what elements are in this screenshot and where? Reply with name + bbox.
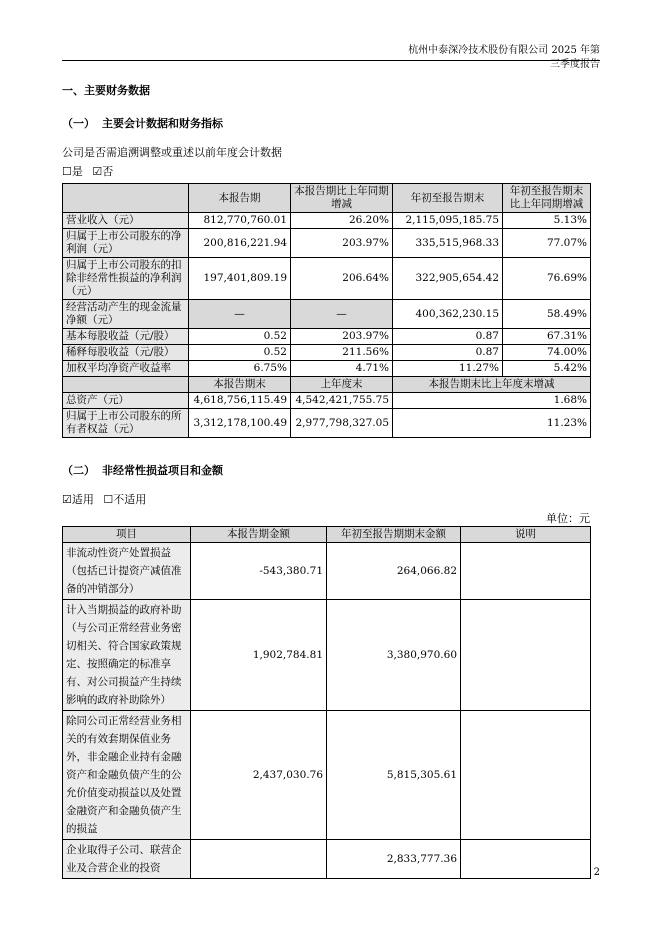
cell: 0.87: [393, 345, 503, 361]
cell: [461, 600, 591, 711]
row-label: 总资产（元）: [63, 393, 189, 409]
row-label: 非流动性资产处置损益（包括已计提资产减值准备的冲销部分）: [63, 543, 191, 600]
header-cell: [63, 377, 189, 393]
cell: 2,437,030.76: [191, 711, 327, 840]
cell: 67.31%: [503, 329, 591, 345]
cell: 2,977,798,327.05: [291, 409, 393, 438]
row-label: 基本每股收益（元/股）: [63, 329, 189, 345]
header-cell: 年初至报告期期末金额: [327, 527, 461, 543]
applicable-options: [62, 493, 146, 507]
table-header-row: [63, 527, 591, 543]
subsection-number: （二）: [62, 464, 95, 477]
cell: —: [291, 300, 393, 329]
header-cell: 上年度末: [291, 377, 393, 393]
section-title: 一、主要财务数据: [62, 84, 150, 97]
row-label: 稀释每股收益（元/股）: [63, 345, 189, 361]
cell: 5.13%: [503, 213, 591, 229]
cell: 5,815,305.61: [327, 711, 461, 840]
table-row: [63, 213, 591, 229]
no-checkbox[interactable]: ☑否: [92, 165, 114, 178]
page-number: 2: [593, 867, 600, 878]
cell: 197,401,809.19: [189, 258, 291, 300]
row-label: 计入当期损益的政府补助（与公司正常经营业务密切相关、符合国家政策规定、按照确定的标准享有、对公司损益产生持续影响的政府补助除外）: [63, 600, 191, 711]
table-row: [63, 600, 591, 711]
row-label: 经营活动产生的现金流量净额（元）: [63, 300, 189, 329]
header-rule: [62, 60, 600, 61]
cell: [461, 543, 591, 600]
row-label: 营业收入（元）: [63, 213, 189, 229]
subsection-title-2: [62, 464, 223, 478]
cell: 0.52: [189, 329, 291, 345]
financial-data-table: [62, 183, 591, 438]
subsection-label: 非经常性损益项目和金额: [102, 464, 223, 477]
header-cell: 项目: [63, 527, 191, 543]
table-row: [63, 840, 591, 879]
row-label: 除同公司正常经营业务相关的有效套期保值业务外，非金融企业持有金融资产和金融负债产生的公允价值变动损益以及处置金融资产和金融负债产生的损益: [63, 711, 191, 840]
table-header-row-2: [63, 377, 591, 393]
table-row: [63, 409, 591, 438]
cell: 211.56%: [291, 345, 393, 361]
cell: 2,115,095,185.75: [393, 213, 503, 229]
table-row: [63, 229, 591, 258]
cell: 400,362,230.15: [393, 300, 503, 329]
cell: 26.20%: [291, 213, 393, 229]
table-row: [63, 393, 591, 409]
header-cell: 本报告期末比上年度末增减: [393, 377, 591, 393]
cell: 1,902,784.81: [191, 600, 327, 711]
cell: 206.64%: [291, 258, 393, 300]
cell: 74.00%: [503, 345, 591, 361]
cell: [461, 840, 591, 879]
table-row: [63, 543, 591, 600]
cell: -543,380.71: [191, 543, 327, 600]
cell: 203.97%: [291, 329, 393, 345]
table-row: [63, 361, 591, 377]
cell: 322,905,654.42: [393, 258, 503, 300]
cell: 0.52: [189, 345, 291, 361]
cell: 200,816,221.94: [189, 229, 291, 258]
not-applicable-checkbox[interactable]: ☐不适用: [103, 493, 147, 506]
header-cell: 说明: [461, 527, 591, 543]
header-cell: 年初至报告期末: [393, 184, 503, 213]
header-cell: 本报告期金额: [191, 527, 327, 543]
header-cell: [63, 184, 189, 213]
row-label: 企业取得子公司、联营企业及合营企业的投资: [63, 840, 191, 879]
cell: 1.68%: [393, 393, 591, 409]
cell: 11.23%: [393, 409, 591, 438]
page-header: 杭州中泰深冷技术股份有限公司 2025 年第三季度报告: [408, 45, 600, 70]
cell: —: [189, 300, 291, 329]
header-cell: 本报告期: [189, 184, 291, 213]
applicable-checkbox[interactable]: ☑适用: [62, 493, 94, 506]
non-recurring-items-table: [62, 526, 591, 879]
cell: [461, 711, 591, 840]
cell: 0.87: [393, 329, 503, 345]
restatement-options: [62, 165, 113, 179]
table-row: [63, 345, 591, 361]
table-row: [63, 711, 591, 840]
header-cell: 本报告期比上年同期增减: [291, 184, 393, 213]
unit-label: 单位：元: [546, 512, 590, 525]
cell: 6.75%: [189, 361, 291, 377]
row-label: 归属于上市公司股东的所有者权益（元）: [63, 409, 189, 438]
header-cell: 年初至报告期末比上年同期增减: [503, 184, 591, 213]
cell: 335,515,968.33: [393, 229, 503, 258]
table-row: [63, 258, 591, 300]
cell: 264,066.82: [327, 543, 461, 600]
cell: 4.71%: [291, 361, 393, 377]
cell: 58.49%: [503, 300, 591, 329]
table-row: [63, 300, 591, 329]
cell: 76.69%: [503, 258, 591, 300]
cell: 812,770,760.01: [189, 213, 291, 229]
cell: 5.42%: [503, 361, 591, 377]
cell: 3,312,178,100.49: [189, 409, 291, 438]
row-label: 加权平均净资产收益率: [63, 361, 189, 377]
cell: 203.97%: [291, 229, 393, 258]
cell: 11.27%: [393, 361, 503, 377]
row-label: 归属于上市公司股东的净利润（元）: [63, 229, 189, 258]
table-header-row: [63, 184, 591, 213]
cell: 2,833,777.36: [327, 840, 461, 879]
subsection-number: （一）: [62, 117, 95, 130]
subsection-label: 主要会计数据和财务指标: [102, 117, 223, 130]
header-cell: 本报告期末: [189, 377, 291, 393]
restatement-question: 公司是否需追溯调整或重述以前年度会计数据: [62, 146, 282, 159]
cell: 3,380,970.60: [327, 600, 461, 711]
subsection-title-1: [62, 117, 223, 131]
table-row: [63, 329, 591, 345]
yes-checkbox[interactable]: ☐是: [62, 165, 83, 178]
cell: 4,618,756,115.49: [189, 393, 291, 409]
row-label: 归属于上市公司股东的扣除非经常性损益的净利润（元）: [63, 258, 189, 300]
cell: 4,542,421,755.75: [291, 393, 393, 409]
cell: 77.07%: [503, 229, 591, 258]
cell: [191, 840, 327, 879]
